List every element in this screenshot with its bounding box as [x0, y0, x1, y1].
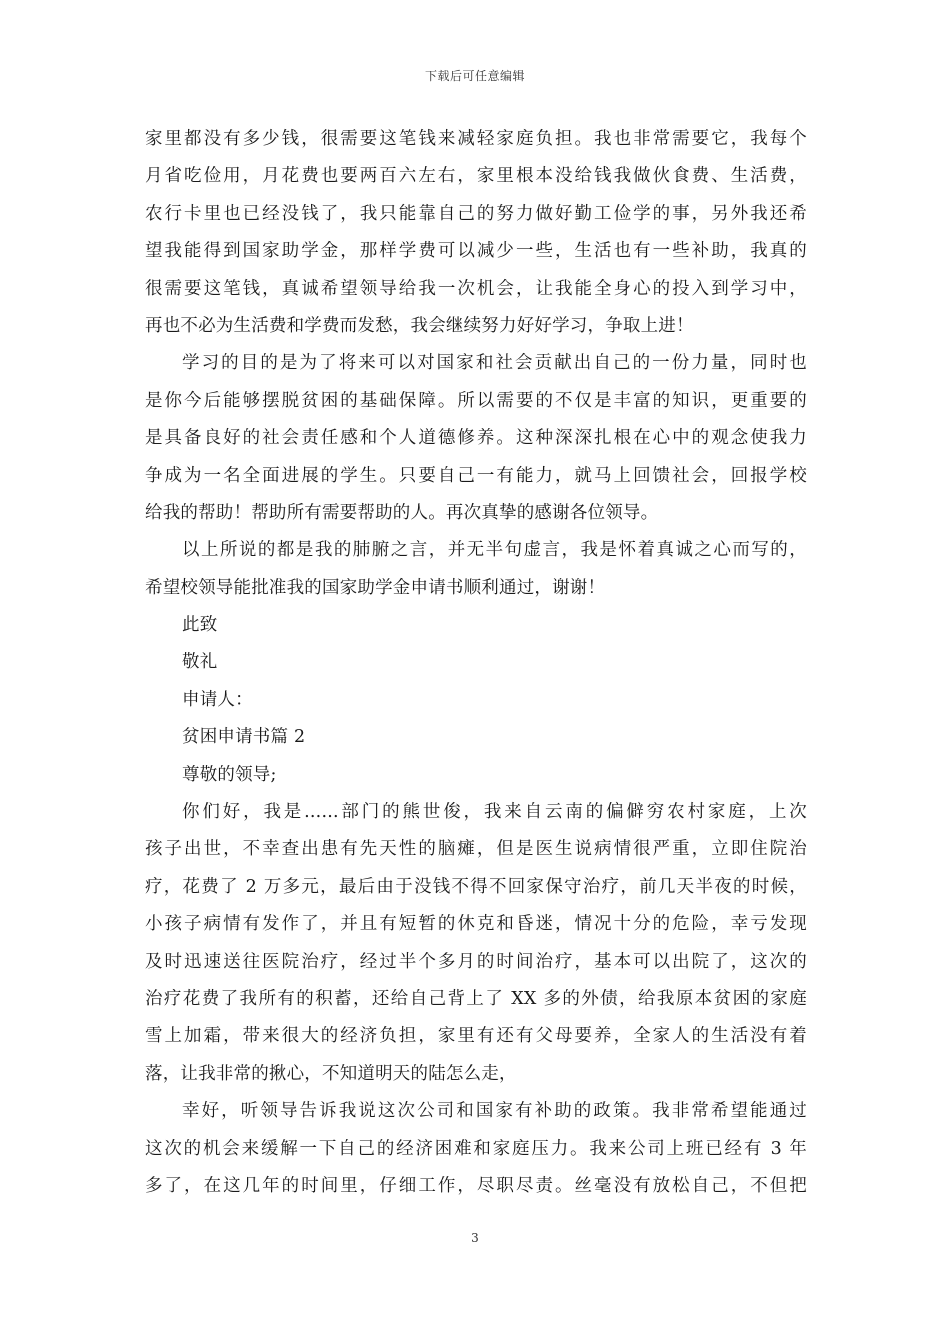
text-line: 多了，在这几年的时间里，仔细工作，尽职尽责。丝毫没有放松自己，不但把: [145, 1175, 807, 1196]
page-header: 下载后可任意编辑: [424, 69, 525, 83]
text-line: 是具备良好的社会责任感和个人道德修养。这种深深扎根在心中的观念使我力: [145, 428, 807, 449]
text-line: 及时迅速送往医院治疗，经过半个多月的时间治疗，基本可以出院了，这次的: [145, 951, 807, 972]
text-line: 贫困申请书篇 2: [182, 727, 306, 748]
text-line: 你们好，我是......部门的熊世俊，我来自云南的偏僻穷农村家庭，上次: [182, 802, 807, 823]
text-line: 申请人：: [182, 689, 253, 710]
text-line: 很需要这笔钱，真诚希望领导给我一次机会，让我能全身心的投入到学习中，: [145, 278, 807, 299]
document-body: [145, 121, 807, 1205]
text-line: 落，让我非常的揪心，不知道明天的陆怎么走，: [145, 1063, 517, 1084]
text-line: 幸好，听领导告诉我说这次公司和国家有补助的政策。我非常希望能通过: [182, 1101, 807, 1122]
text-line: 再也不必为生活费和学费而发愁，我会继续努力好好学习，争取上进！: [145, 315, 694, 336]
text-line: 给我的帮助！帮助所有需要帮助的人。再次真挚的感谢各位领导。: [145, 502, 659, 523]
text-line: 这次的机会来缓解一下自己的经济困难和家庭压力。我来公司上班已经有 3 年: [145, 1138, 807, 1159]
text-line: 雪上加霜，带来很大的经济负担，家里有还有父母要养，全家人的生活没有着: [145, 1026, 807, 1047]
text-line: 敬礼: [182, 652, 218, 673]
page-number: 3: [471, 1231, 479, 1245]
text-line: 小孩子病情有发作了，并且有短暂的休克和昏迷，情况十分的危险，幸亏发现: [145, 914, 807, 935]
text-line: 尊敬的领导;: [182, 764, 277, 785]
text-line: 疗，花费了 2 万多元，最后由于没钱不得不回家保守治疗，前几天半夜的时候，: [145, 876, 807, 897]
text-line: 此致: [182, 615, 218, 636]
text-line: 月省吃俭用，月花费也要两百六左右，家里根本没给钱我做伙食费、生活费，: [145, 166, 807, 187]
text-line: 希望校领导能批准我的国家助学金申请书顺利通过，谢谢！: [145, 577, 606, 598]
text-line: 是你今后能够摆脱贫困的基础保障。所以需要的不仅是丰富的知识，更重要的: [145, 390, 807, 411]
text-line: 学习的目的是为了将来可以对国家和社会贡献出自己的一份力量，同时也: [182, 353, 807, 374]
text-line: 孩子出世，不幸查出患有先天性的脑瘫，但是医生说病情很严重，立即住院治: [145, 839, 807, 860]
text-line: 争成为一名全面进展的学生。只要自己一有能力，就马上回馈社会，回报学校: [145, 465, 807, 486]
text-line: 家里都没有多少钱，很需要这笔钱来减轻家庭负担。我也非常需要它，我每个: [145, 129, 807, 149]
text-line: 望我能得到国家助学金，那样学费可以减少一些，生活也有一些补助，我真的: [145, 241, 807, 262]
text-line: 农行卡里也已经没钱了，我只能靠自己的努力做好勤工俭学的事，另外我还希: [145, 203, 807, 224]
text-line: 以上所说的都是我的肺腑之言，并无半句虚言，我是怀着真诚之心而写的，: [182, 540, 807, 561]
text-line: 治疗花费了我所有的积蓄，还给自己背上了 XX 多的外债，给我原本贫困的家庭: [145, 988, 807, 1009]
